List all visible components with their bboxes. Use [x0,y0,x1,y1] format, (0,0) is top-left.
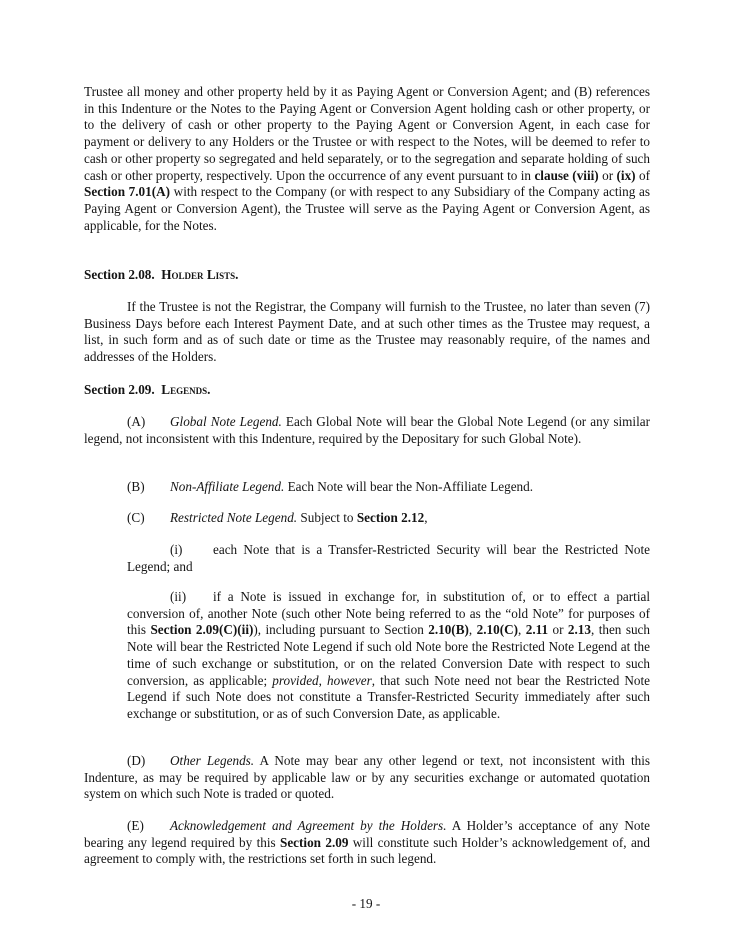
subparagraph-text: , that such Note need not bear the Restricted Note Legend if such Note does not constitute a Transfer-Restricted Security immediately after such exchange or substitution, or as of such Conversion Date, as applicable. [127,672,651,721]
paragraph-text: , [424,510,428,525]
paragraph-c [84,510,650,527]
intro-text: or [598,167,617,183]
paragraph-label: (D) [127,753,146,768]
paragraph-title: Acknowledgement and Agreement by the Holders. [170,818,447,833]
section-2-08-body: If the Trustee is not the Registrar, the Company will furnish to the Trustee, no later than seven (7) Business Days before each Interest Payment Date, and at such other times as the Trustee may request, a list, in such form and as of such date or time as the Trustee may reasonably require, of the names and addresses of the Holders. [84,299,650,365]
subparagraph-text: , [518,622,526,638]
subparagraph-ii [127,589,650,723]
paragraph-a [84,414,650,447]
paragraph-title: Global Note Legend. [170,414,282,429]
subparagraph-text: ), including pursuant to Section [253,622,429,638]
section-ref: 2.13 [567,622,591,638]
paragraph-e [84,818,650,868]
section-ref: 2.10(B) [428,622,469,638]
subparagraph-label: (ii) [170,589,187,604]
intro-paragraph [84,84,650,234]
subparagraph-text: , [468,622,477,638]
section-number: Section 2.09. [84,382,155,397]
section-ref: Section 7.01(A) [84,184,171,200]
section-ref: Section 2.12 [356,510,425,525]
clause-ref: clause (viii) [534,167,599,183]
section-title: Legends. [161,382,211,397]
paragraph-text: will constitute such Holder’s acknowledgement of, and agreement to comply with, the restrictions set forth in such legend. [84,834,650,867]
intro-text: of [635,167,650,183]
section-ref: Section 2.09 [279,834,349,850]
paragraph-b [84,479,650,496]
clause-ref: (ix) [616,167,636,183]
subparagraph-text: , [318,672,328,688]
paragraph-title: Restricted Note Legend. [170,510,298,525]
section-2-08-heading [84,267,650,284]
paragraph-label: (B) [127,479,145,494]
section-number: Section 2.08. [84,267,155,282]
emphasis-text: provided [272,672,319,688]
paragraph-text: Each Note will bear the Non-Affiliate Legend. [284,479,534,494]
emphasis-text: however [327,672,372,688]
section-ref: 2.10(C) [476,622,518,638]
section-2-09-heading [84,382,650,399]
paragraph-text: A Note may bear any other legend or text, not inconsistent with this Indenture, as may be required by applicable law or by any securities exchange or automated quotation system on which such Note is traded or quoted. [84,753,650,802]
paragraph-d [84,753,650,803]
section-ref: 2.11 [525,622,549,638]
subparagraph-text: if a Note is issued in exchange for, in substitution of, or to effect a partial conversion of, another Note (such other Note being referred to as the “old Note” for purposes of this [127,589,650,638]
intro-text: with respect to the Company (or with respect to any Subsidiary of the Company acting as Paying Agent or Conversion Agent), the Trustee will serve as the Paying Agent or Conversion Agent, as applicable, for the Notes. [84,184,650,233]
paragraph-text: Subject to [297,510,357,525]
paragraph-text: Each Global Note will bear the Global Note Legend (or any similar legend, not inconsistent with this Indenture, required by the Depositary for such Global Note). [84,414,650,446]
intro-text: Trustee all money and other property held by it as Paying Agent or Conversion Agent; and (B) references in this Indenture or the Notes to the Paying Agent or Conversion Agent holding cash or other property, or to the delivery of cash or other property to the Paying Agent or Conversion Agent, in each case for payment or delivery to any Holders or the Trustee or with respect to the Notes, will be deemed to refer to cash or other property so segregated and held separately, or to the segregation and separate holding of such cash or other property, respectively. Upon the occurrence of any event pursuant to in [84,84,650,183]
paragraph-label: (A) [127,414,146,429]
subparagraph-i [127,542,650,575]
paragraph-text: A Holder’s acceptance of any Note bearing any legend required by this [84,818,650,850]
section-title: Holder Lists. [161,267,239,282]
subparagraph-text: each Note that is a Transfer-Restricted Security will bear the Restricted Note Legend; and [127,542,650,574]
subparagraph-text: , then such Note will bear the Restricted Note Legend if such old Note bore the Restricted Note Legend at the time of such exchange or substitution, or on the related Conversion Date with respect to such conversion, as applicable; [127,622,650,688]
section-ref: Section 2.09(C)(ii) [150,622,254,638]
paragraph-label: (E) [127,818,144,833]
subparagraph-text: or [548,622,568,638]
page-number: - 19 - [351,896,381,911]
subparagraph-label: (i) [170,542,183,557]
paragraph-title: Other Legends. [170,753,255,768]
paragraph-title: Non-Affiliate Legend. [170,479,285,494]
paragraph-label: (C) [127,510,145,525]
